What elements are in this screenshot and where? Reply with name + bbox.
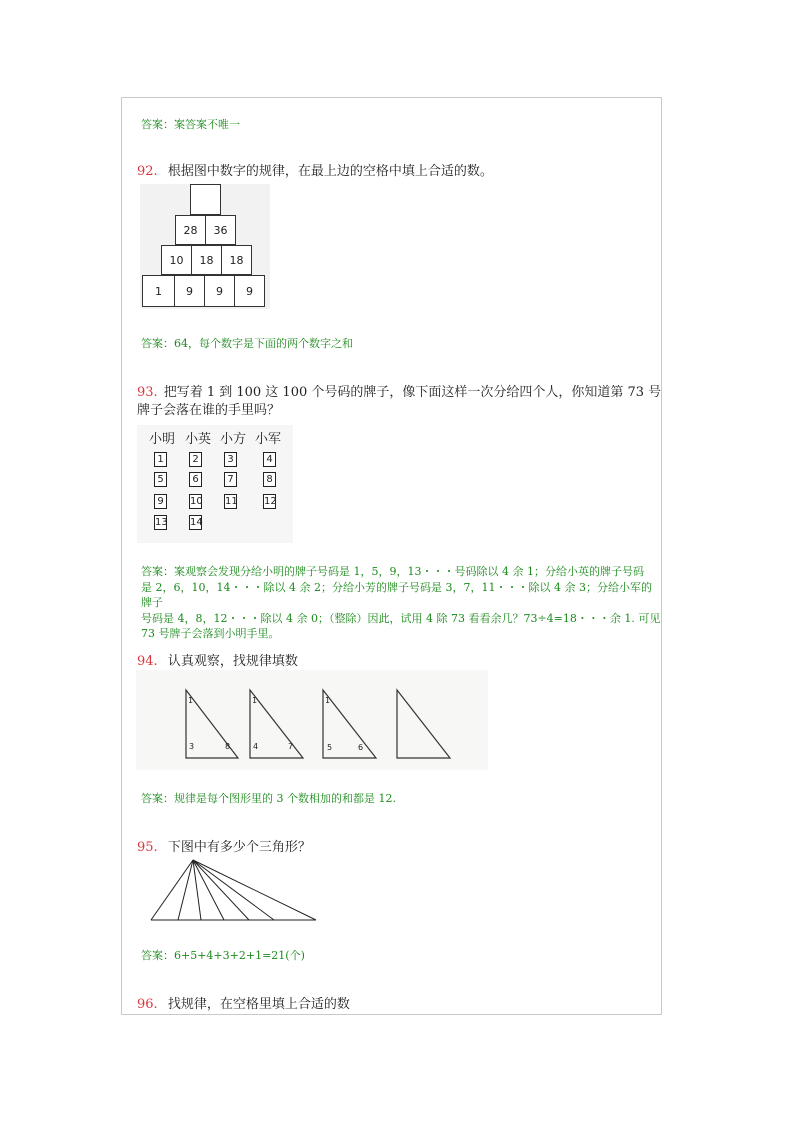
answer-92: 答案：64，每个数字是下面的两个数字之和 (141, 337, 353, 350)
answer-line: 是 2，6，10，14・・・除以 4 余 2；分给小芳的牌子号码是 3，7，11・・・除以 4 余 3；分给小军的牌子 (141, 580, 652, 609)
fan-line (193, 860, 201, 920)
triangle-label-right: 8 (225, 742, 231, 751)
card: 3 (224, 452, 237, 467)
figure-background (136, 670, 488, 770)
pyramid-cell: 10 (161, 245, 192, 275)
question-number: 92. (137, 164, 158, 179)
question-number: 95. (137, 840, 158, 855)
question-text: 认真观察，找规律填数 (167, 654, 298, 669)
fan-triangles-figure (146, 858, 320, 924)
card: 8 (263, 472, 276, 487)
question-text-line2: 牌子会落在谁的手里吗？ (137, 403, 281, 418)
answer-95: 答案：6+5+4+3+2+1=21(个) (141, 949, 305, 962)
triangle-label-top: 1 (252, 696, 258, 705)
triangle-label-top: 1 (325, 696, 331, 705)
fan-line (193, 860, 224, 920)
card: 10 (190, 496, 203, 507)
question-92 (137, 163, 493, 181)
question-95 (137, 839, 311, 857)
pyramid-cell: 1 (142, 275, 175, 307)
fan-line (178, 860, 193, 920)
card: 1 (154, 452, 167, 467)
question-number: 96. (137, 997, 158, 1012)
name-xiaoying: 小英 (185, 432, 212, 447)
card: 11 (225, 496, 238, 507)
question-93 (137, 384, 667, 420)
question-number: 94. (137, 654, 158, 669)
answer-line: 号码是 4，8，12・・・除以 4 余 0；（整除）因此，试用 4 除 73 看看余几？73÷4=18・・・余 1. 可见 (141, 611, 661, 625)
triangle-label-top: 1 (188, 696, 194, 705)
answer-93 (141, 564, 661, 642)
pyramid-cell: 28 (175, 215, 206, 245)
answer-91: 答案：案答案不唯一 (141, 118, 240, 131)
triangle-label-left: 4 (253, 742, 259, 751)
card: 14 (190, 517, 203, 528)
triangle-label-right: 6 (358, 743, 364, 752)
question-94 (137, 653, 298, 671)
pyramid-cell: 9 (234, 275, 265, 307)
fan-line (193, 860, 249, 920)
card-distribution-figure (137, 425, 293, 543)
question-96 (137, 996, 350, 1014)
card: 2 (189, 452, 202, 467)
question-number: 93. (137, 385, 158, 400)
pyramid-cell: 18 (191, 245, 222, 275)
pyramid-cell: 9 (204, 275, 235, 307)
fan-line (151, 860, 193, 920)
triangle-label-left: 5 (327, 743, 333, 752)
triangle-label-left: 3 (189, 742, 195, 751)
name-xiaofang: 小方 (220, 432, 247, 447)
card: 5 (154, 472, 167, 487)
answer-line: 答案：案观察会发现分给小明的牌子号码是 1，5，9，13・・・号码除以 4 余 1；分给小英的牌子号码 (141, 565, 644, 578)
fan-line (193, 860, 274, 920)
question-text: 找规律，在空格里填上合适的数 (167, 997, 350, 1012)
answer-94: 答案：规律是每个图形里的 3 个数相加的和都是 12. (141, 792, 396, 805)
question-text-line1: 把写着 1 到 100 这 100 个号码的牌子，像下面这样一次分给四个人，你知道第 73 号 (163, 385, 662, 400)
card: 7 (224, 472, 237, 487)
triangle-pattern-figure (136, 670, 488, 770)
number-pyramid (140, 184, 270, 309)
pyramid-cell: 36 (205, 215, 236, 245)
question-text: 根据图中数字的规律，在最上边的空格中填上合适的数。 (167, 164, 493, 179)
card: 9 (154, 494, 167, 509)
pyramid-blank-cell (190, 184, 221, 215)
name-xiaoming: 小明 (149, 432, 176, 447)
question-text: 下图中有多少个三角形？ (167, 840, 311, 855)
card: 13 (155, 517, 168, 528)
card: 4 (263, 452, 276, 467)
triangle-label-right: 7 (288, 742, 294, 751)
pyramid-cell: 18 (221, 245, 252, 275)
card: 6 (189, 472, 202, 487)
pyramid-cell: 9 (174, 275, 205, 307)
answer-line: 73 号牌子会落到小明手里。 (141, 627, 280, 640)
card: 12 (264, 496, 277, 507)
fan-line (193, 860, 316, 920)
name-xiaojun: 小军 (255, 432, 282, 447)
